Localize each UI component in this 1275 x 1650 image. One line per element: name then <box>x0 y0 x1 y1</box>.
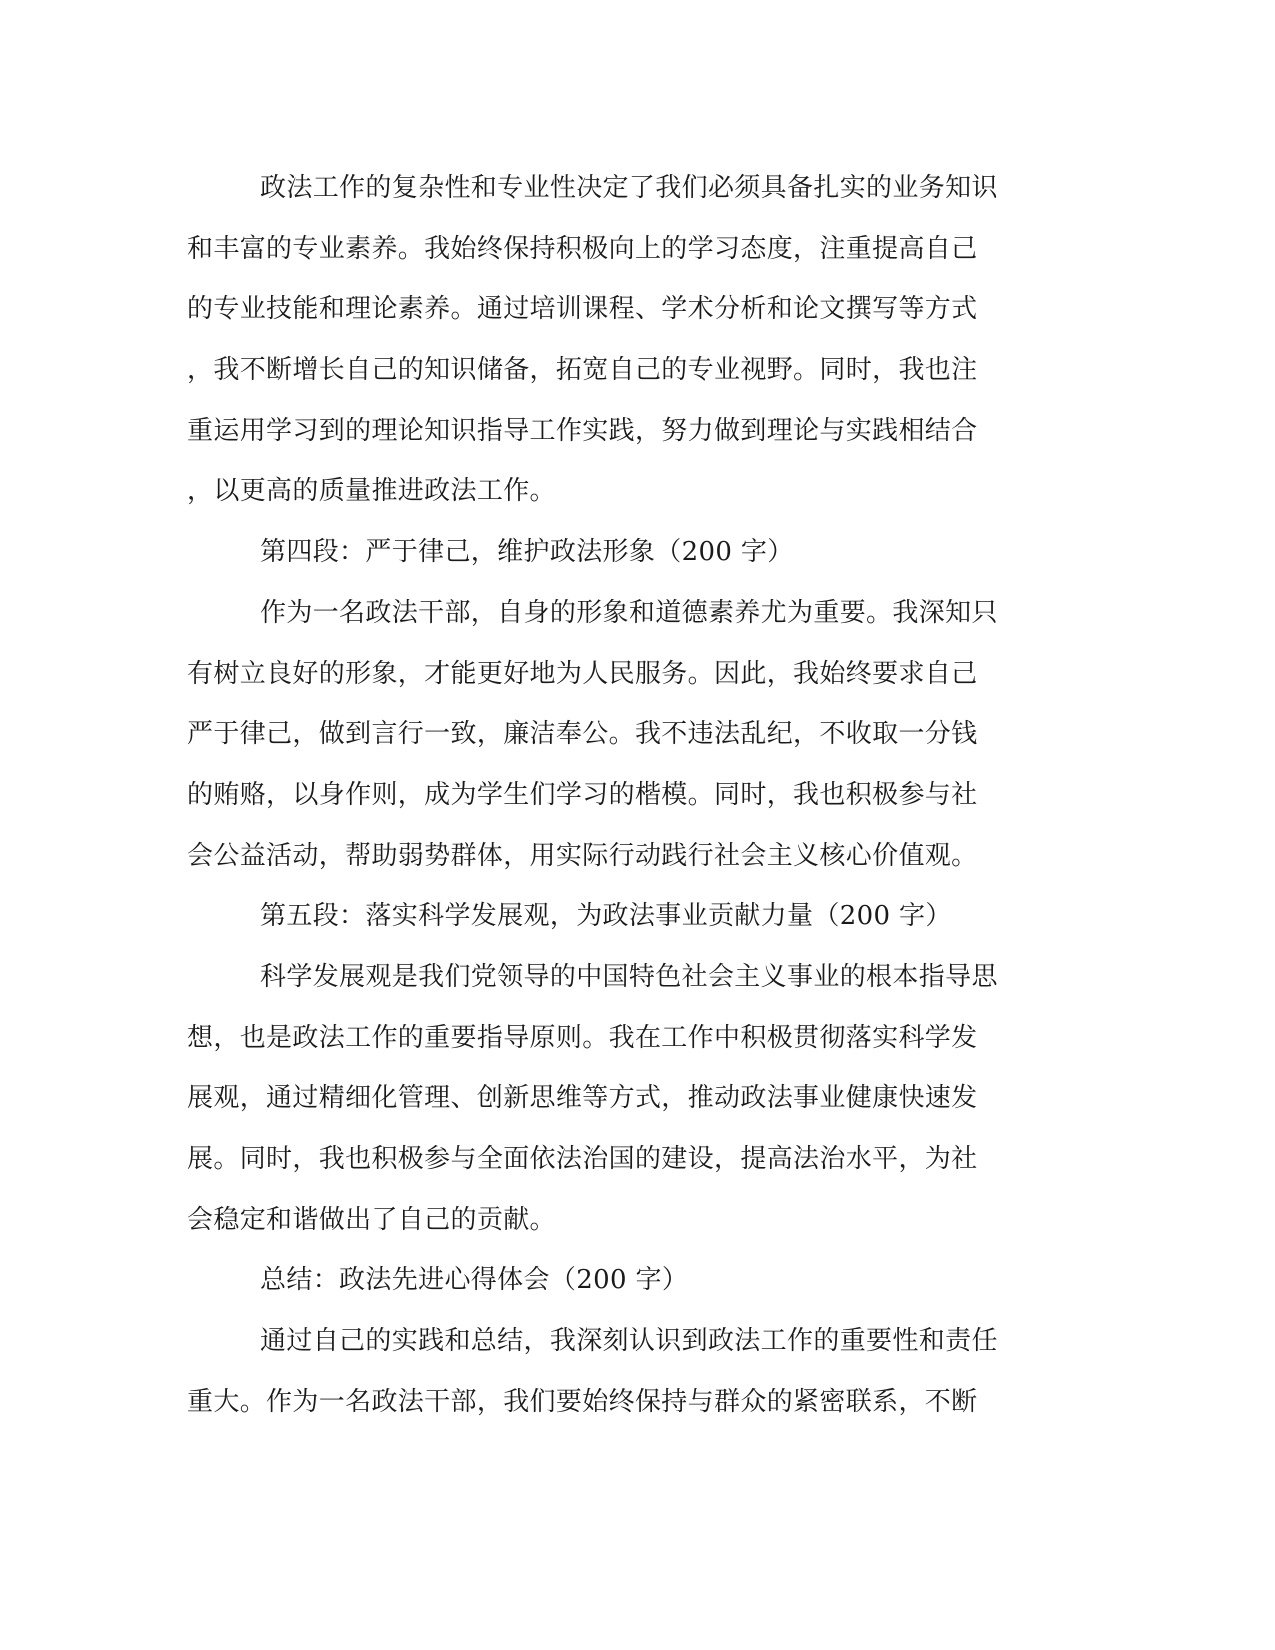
text-line: 重运用学习到的理论知识指导工作实践，努力做到理论与实践相结合 <box>187 415 978 446</box>
text-line: 第五段：落实科学发展观，为政法事业贡献力量（200 字） <box>260 901 952 932</box>
text-line: 想，也是政法工作的重要指导原则。我在工作中积极贯彻落实科学发 <box>187 1022 978 1053</box>
document-body <box>187 158 1067 1432</box>
text-line: 科学发展观是我们党领导的中国特色社会主义事业的根本指导思 <box>260 961 998 992</box>
text-line: 的贿赂，以身作则，成为学生们学习的楷模。同时，我也积极参与社 <box>187 779 978 810</box>
text-line: 政法工作的复杂性和专业性决定了我们必须具备扎实的业务知识 <box>260 173 998 203</box>
text-line: ，以更高的质量推进政法工作。 <box>187 476 556 507</box>
text-line: 会稳定和谐做出了自己的贡献。 <box>187 1204 556 1235</box>
text-line: ，我不断增长自己的知识储备，拓宽自己的专业视野。同时，我也注 <box>187 355 978 386</box>
text-line: 展。同时，我也积极参与全面依法治国的建设，提高法治水平，为社 <box>187 1144 978 1174</box>
text-line: 有树立良好的形象，才能更好地为人民服务。因此，我始终要求自己 <box>187 658 978 689</box>
text-line: 会公益活动，帮助弱势群体，用实际行动践行社会主义核心价值观。 <box>187 840 978 871</box>
text-line: 第四段：严于律己，维护政法形象（200 字） <box>260 537 794 568</box>
text-line: 重大。作为一名政法干部，我们要始终保持与群众的紧密联系，不断 <box>187 1386 978 1417</box>
text-line: 作为一名政法干部，自身的形象和道德素养尤为重要。我深知只 <box>260 597 998 628</box>
text-line: 总结：政法先进心得体会（200 字） <box>260 1265 689 1296</box>
text-line: 和丰富的专业素养。我始终保持积极向上的学习态度，注重提高自己 <box>187 233 978 264</box>
text-line: 严于律己，做到言行一致，廉洁奉公。我不违法乱纪，不收取一分钱 <box>187 719 978 750</box>
text-line: 展观，通过精细化管理、创新思维等方式，推动政法事业健康快速发 <box>187 1083 978 1114</box>
text-line: 的专业技能和理论素养。通过培训课程、学术分析和论文撰写等方式 <box>187 294 978 325</box>
text-line: 通过自己的实践和总结，我深刻认识到政法工作的重要性和责任 <box>260 1326 998 1357</box>
